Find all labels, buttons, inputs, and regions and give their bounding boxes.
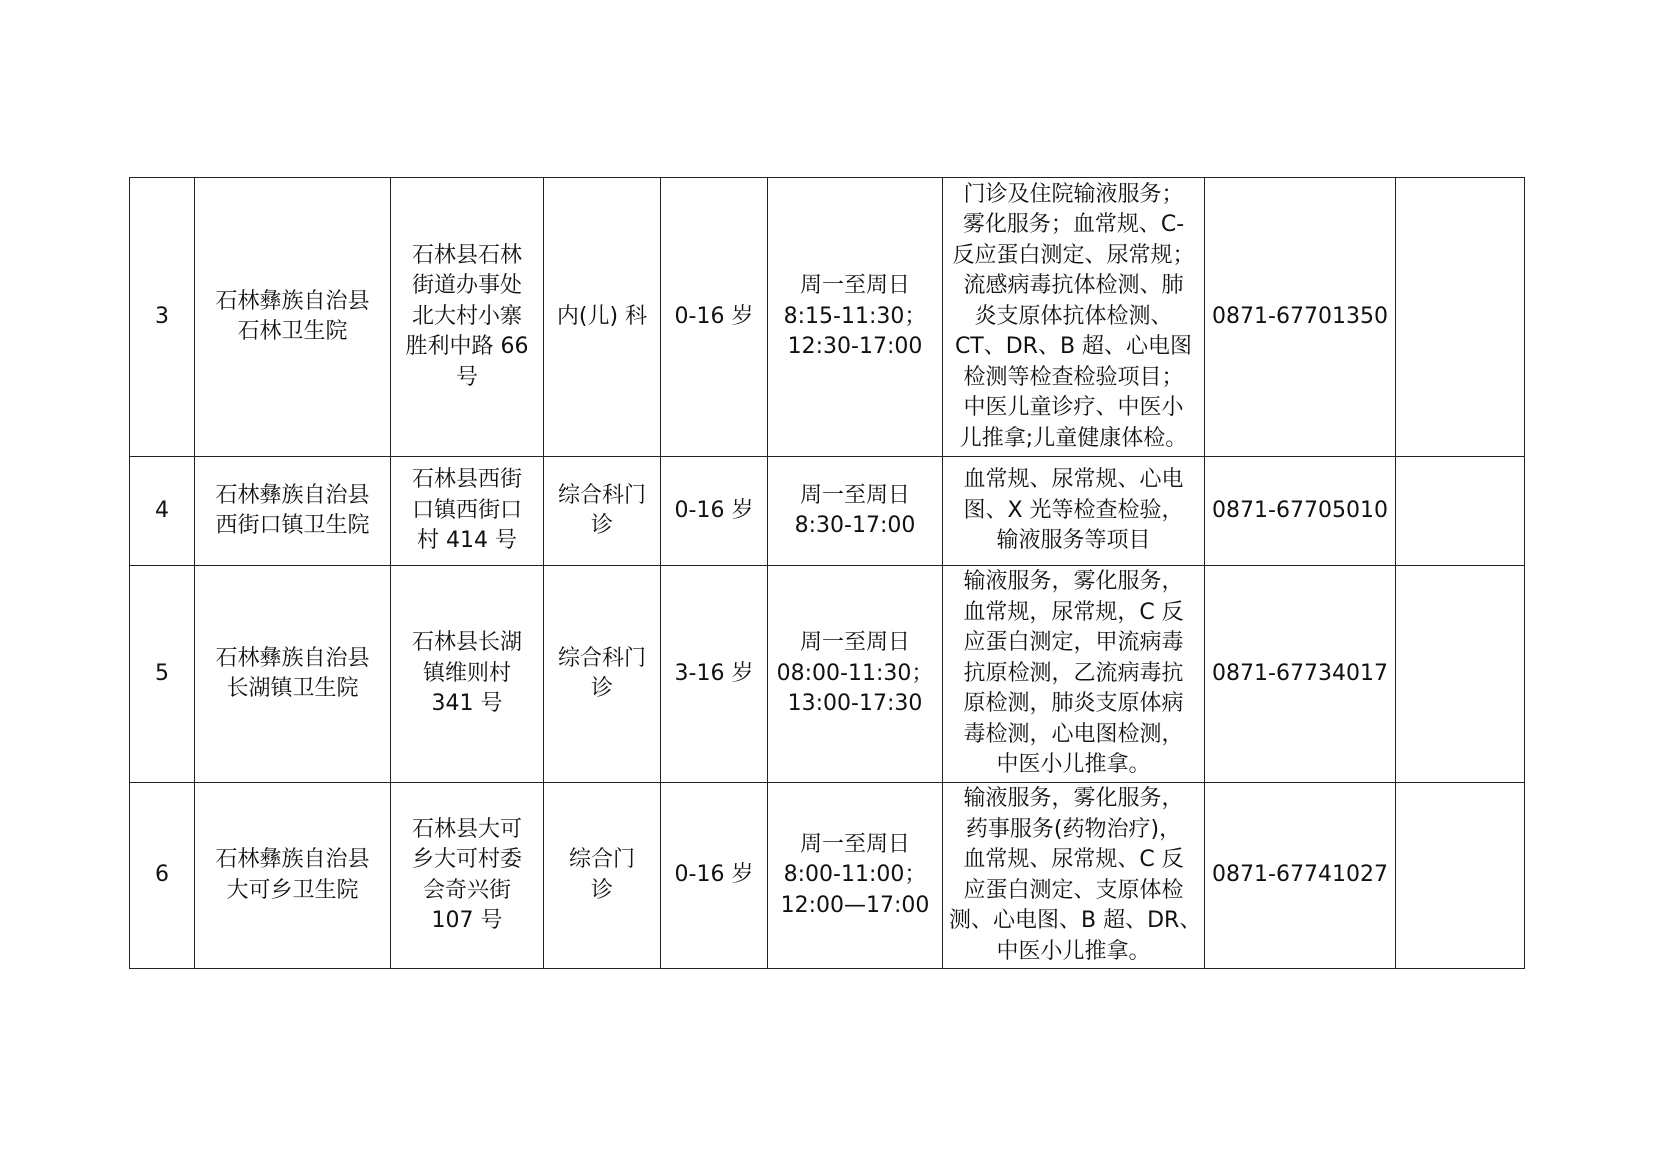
service-hours-line: 周一至周日 — [799, 482, 910, 508]
services-line: 应蛋白测定、支原体检 — [963, 877, 1184, 903]
service-hours-line: 8:15-11:30； — [783, 303, 927, 329]
address-line: 石林县大可 — [411, 816, 522, 842]
address-cell — [391, 783, 544, 969]
age-range-cell — [661, 783, 768, 969]
institution-name-line: 石林彝族自治县 — [215, 482, 370, 508]
institution-name-cell — [195, 783, 391, 969]
address-line: 胜利中路 66 — [405, 334, 529, 360]
institution-name-line: 西街口镇卫生院 — [215, 513, 370, 538]
services-line: 药事服务(药物治疗)， — [965, 816, 1182, 842]
department-line: 诊 — [590, 877, 613, 903]
address-line: 341 号 — [431, 691, 503, 717]
table-body — [130, 178, 1525, 969]
phone-cell — [1205, 566, 1396, 783]
institution-name-cell — [195, 178, 391, 457]
services-line: 中医小儿推拿。 — [996, 752, 1151, 778]
services-line: 原检测，肺炎支原体病 — [963, 691, 1184, 717]
service-hours-cell — [768, 457, 943, 566]
address-line: 北大村小寨 — [411, 303, 522, 329]
institution-name-line: 石林彝族自治县 — [215, 847, 370, 872]
phone-text: 0871-67705010 — [1212, 497, 1388, 523]
address-cell — [391, 178, 544, 457]
institution-name-line: 石林卫生院 — [237, 319, 348, 344]
department-line: 综合门 — [568, 847, 635, 872]
institution-name-line: 大可乡卫生院 — [226, 877, 359, 903]
services-line: 测、心电图、B 超、DR、 — [949, 908, 1202, 933]
table-row — [130, 783, 1525, 969]
institution-name-line: 石林彝族自治县 — [215, 645, 370, 671]
service-hours-cell — [768, 783, 943, 969]
services-cell — [943, 457, 1205, 566]
institution-name-cell — [195, 457, 391, 566]
service-hours-line: 12:30-17:00 — [787, 334, 923, 360]
row-number-text: 3 — [155, 303, 169, 329]
address-line: 口镇西街口 — [411, 497, 522, 523]
remark-cell — [1396, 457, 1525, 566]
phone-cell — [1205, 457, 1396, 566]
department-cell — [544, 178, 661, 457]
service-hours-line: 08:00-11:30； — [776, 660, 934, 686]
department-line: 诊 — [590, 513, 613, 538]
services-cell — [943, 178, 1205, 457]
services-line: 儿推拿;儿童健康体检。 — [959, 425, 1188, 451]
address-line: 镇维则村 — [422, 660, 511, 686]
remark-cell — [1396, 783, 1525, 969]
remark-cell — [1396, 566, 1525, 783]
services-line: 毒检测，心电图检测， — [963, 721, 1184, 747]
phone-text: 0871-67734017 — [1212, 660, 1388, 686]
services-cell — [943, 783, 1205, 969]
services-line: 输液服务，雾化服务， — [963, 569, 1184, 595]
age-range-text: 0-16 岁 — [674, 862, 754, 888]
services-line: 图、X 光等检查检验， — [963, 497, 1184, 523]
row-number-cell — [130, 566, 195, 783]
services-line: 雾化服务；血常规、C- — [962, 212, 1185, 238]
department-cell — [544, 783, 661, 969]
address-line: 107 号 — [431, 908, 503, 933]
services-line: 应蛋白测定，甲流病毒 — [963, 630, 1184, 656]
department-cell — [544, 457, 661, 566]
table-row — [130, 457, 1525, 566]
phone-cell — [1205, 783, 1396, 969]
table-row — [130, 566, 1525, 783]
row-number-cell — [130, 178, 195, 457]
service-hours-line: 周一至周日 — [799, 273, 910, 299]
department-line: 诊 — [590, 676, 613, 701]
age-range-cell — [661, 457, 768, 566]
services-line: 血常规、尿常规、C 反 — [963, 847, 1184, 872]
address-line: 村 414 号 — [417, 528, 517, 554]
services-line: 血常规、尿常规、心电 — [963, 467, 1184, 493]
age-range-cell — [661, 566, 768, 783]
phone-text: 0871-67701350 — [1212, 303, 1388, 329]
address-cell — [391, 566, 544, 783]
phone-text: 0871-67741027 — [1212, 862, 1388, 888]
services-line: 检测等检查检验项目； — [963, 364, 1184, 390]
age-range-text: 0-16 岁 — [674, 303, 754, 329]
clinic-table — [129, 177, 1525, 969]
age-range-text: 0-16 岁 — [674, 497, 754, 523]
department-line: 综合科门 — [557, 482, 646, 508]
department-cell — [544, 566, 661, 783]
row-number-text: 6 — [155, 862, 169, 888]
services-line: 流感病毒抗体检测、肺 — [963, 273, 1184, 299]
address-line: 石林县长湖 — [411, 630, 522, 656]
service-hours-line: 8:00-11:00； — [783, 862, 927, 888]
address-line: 街道办事处 — [411, 273, 522, 299]
address-line: 号 — [455, 364, 478, 390]
services-line: 输液服务，雾化服务， — [963, 786, 1184, 811]
age-range-text: 3-16 岁 — [674, 660, 754, 686]
services-line: 中医儿童诊疗、中医小 — [963, 395, 1184, 421]
phone-cell — [1205, 178, 1396, 457]
services-cell — [943, 566, 1205, 783]
services-line: 中医小儿推拿。 — [996, 938, 1151, 964]
row-number-cell — [130, 783, 195, 969]
services-line: CT、DR、B 超、心电图 — [954, 334, 1193, 360]
service-hours-line: 周一至周日 — [799, 831, 910, 857]
service-hours-cell — [768, 178, 943, 457]
department-line: 内(儿) 科 — [556, 303, 648, 329]
institution-name-line: 石林彝族自治县 — [215, 288, 370, 314]
row-number-text: 4 — [155, 497, 169, 523]
age-range-cell — [661, 178, 768, 457]
address-line: 石林县石林 — [411, 242, 522, 268]
row-number-cell — [130, 457, 195, 566]
row-number-text: 5 — [155, 660, 169, 686]
services-line: 血常规，尿常规，C 反 — [963, 599, 1184, 625]
address-line: 乡大可村委 — [411, 847, 522, 872]
address-line: 石林县西街 — [411, 467, 522, 493]
service-hours-line: 13:00-17:30 — [787, 691, 923, 717]
department-line: 综合科门 — [557, 645, 646, 671]
address-cell — [391, 457, 544, 566]
remark-cell — [1396, 178, 1525, 457]
service-hours-line: 12:00—17:00 — [780, 892, 930, 918]
service-hours-line: 周一至周日 — [799, 630, 910, 656]
service-hours-line: 8:30-17:00 — [794, 513, 916, 538]
address-line: 会奇兴街 — [422, 877, 511, 903]
services-line: 门诊及住院输液服务； — [963, 181, 1184, 207]
service-hours-cell — [768, 566, 943, 783]
services-line: 炎支原体抗体检测、 — [974, 303, 1173, 329]
table-row — [130, 178, 1525, 457]
institution-name-cell — [195, 566, 391, 783]
services-line: 反应蛋白测定、尿常规； — [952, 242, 1195, 268]
services-line: 抗原检测，乙流病毒抗 — [963, 660, 1184, 686]
services-line: 输液服务等项目 — [996, 528, 1151, 554]
institution-name-line: 长湖镇卫生院 — [226, 676, 359, 701]
